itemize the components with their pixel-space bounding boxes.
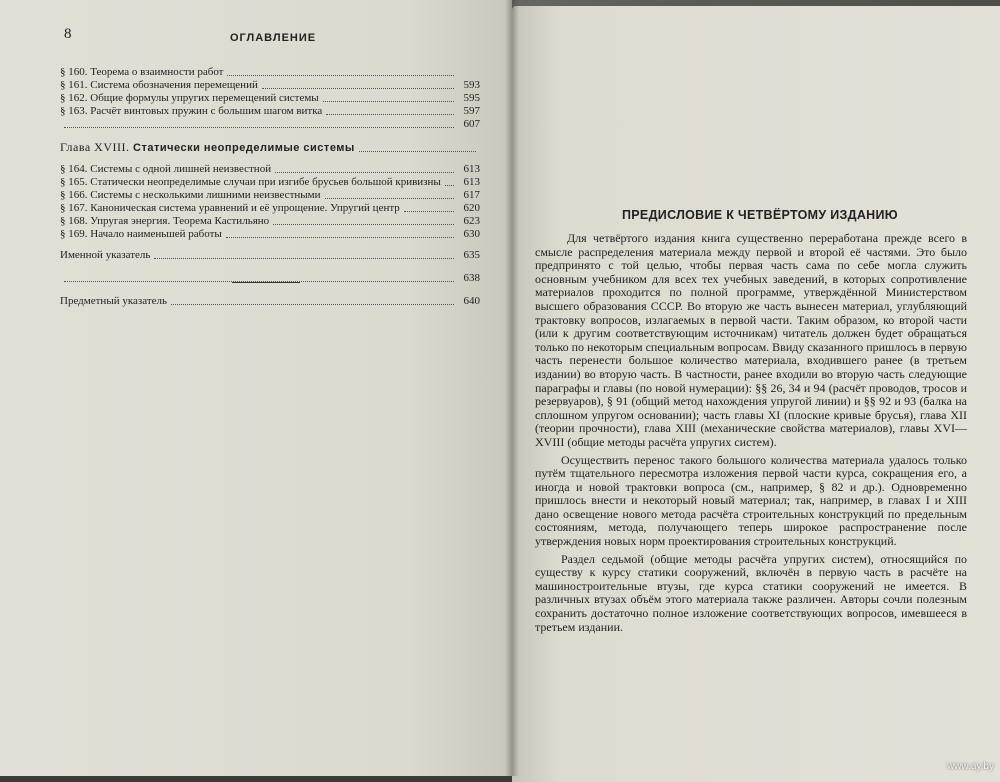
toc-entry-title: § 160. Теорема о взаимности работ bbox=[60, 66, 224, 78]
dot-leader bbox=[275, 172, 454, 173]
toc-entry bbox=[60, 118, 480, 131]
preface-paragraph: Раздел седьмой (общие методы расчёта упругих систем), относящийся по существу к курсу статики сооружений, включён в первую часть в расчёте на машиностроительные втузы, где курса статики сооружений не имеется. В различных втузах объём этого материала также различен. Авторы сочли полезным сохранить достаточно полное изложение соответствующих вопросов, имевшееся в третьем издании. bbox=[535, 551, 967, 634]
toc-entry-page: 593 bbox=[463, 79, 480, 91]
toc-entry-title: Предметный указатель bbox=[60, 295, 168, 307]
toc-entry bbox=[60, 228, 480, 241]
toc-entry-page: 613 bbox=[463, 176, 480, 188]
dot-leader bbox=[171, 304, 454, 305]
toc-entry bbox=[60, 272, 480, 285]
dot-leader bbox=[154, 258, 454, 259]
chapter-title: Статически неопределимые системы bbox=[133, 142, 355, 154]
toc-entry-page: 630 bbox=[463, 228, 480, 240]
dot-leader bbox=[226, 237, 454, 238]
toc-entry-title: § 164. Системы с одной лишней неизвестной bbox=[60, 163, 272, 175]
toc-entry-page: 607 bbox=[463, 118, 480, 130]
toc-entry-page: 620 bbox=[463, 202, 480, 214]
toc-entry-page: 638 bbox=[463, 272, 480, 284]
toc-entry-title: § 162. Общие формулы упругих перемещений системы bbox=[60, 92, 319, 104]
preface-title: ПРЕДИСЛОВИЕ К ЧЕТВЁРТОМУ ИЗДАНИЮ bbox=[622, 208, 898, 222]
dot-leader bbox=[227, 75, 454, 76]
dot-leader bbox=[359, 151, 476, 152]
toc-entry bbox=[60, 249, 480, 262]
toc-entry-page: 597 bbox=[463, 105, 480, 117]
toc-chapter bbox=[60, 141, 480, 155]
dot-leader bbox=[404, 211, 454, 212]
toc-entry-page: 595 bbox=[463, 92, 480, 104]
running-head: ОГЛАВЛЕНИЕ bbox=[230, 32, 317, 44]
preface-paragraph: Для четвёртого издания книга существенно переработана прежде всего в смысле распределения материала между первой и второй её частями. Это было предпринято с той целью, чтобы первая часть сама по себе могла служить основным учебником для всех тех учебных заведений, в которых сопротивление материалов проходится по полной программе, утверждённой Министерством высшего образования СССР. Во вторую же часть вынесен материал, углубляющий трактовку вопросов, излагаемых в первой части. Таким образом, ко второй части (или к другим соответствующим источникам) читатель должен будет обращаться только по некоторым специальным вопросам. Ввиду сказанного пришлось в первую часть перенести большое количество материала, входившего ранее (в третьем издании) во вторую часть. В частности, ранее входили во вторую часть следующие параграфы и главы (по новой нумерации): §§ 26, 34 и 94 (расчёт проводов, тросов и резервуаров), § 91 (общий метод нахождения упругой линии) и §§ 92 и 93 (балка на сплошном упругом основании); часть главы XI (плоские кривые брусья), глава XII (теории прочности), глава XIII (механические свойства материалов), главы XVI—XVIII (общие методы расчёта упругих систем). bbox=[535, 231, 968, 449]
toc-entry-page: 640 bbox=[463, 295, 480, 307]
table-of-contents bbox=[60, 66, 480, 308]
toc-entry-title: Именной указатель bbox=[60, 249, 151, 261]
preface-paragraph: Осуществить перенос такого большого количества материала удалось только путём тщательного пересмотра изложения первой части курса, сокращения его, а иногда и новой трактовки вопроса (см., например, § 82 и др.). Одновременно пришлось внести и некоторый новый материал; так, например, в главах I и XIII дано освещение нового метода расчёта строительных конструкций по предельным состояниям, метода, получающего теперь широкое распространение после утверждения новых норм проектирования строительных конструкций. bbox=[535, 452, 967, 549]
dot-leader bbox=[326, 114, 454, 115]
divider-rule bbox=[232, 282, 300, 283]
dot-leader bbox=[262, 88, 454, 89]
toc-entry bbox=[60, 189, 480, 202]
toc-entry-page: 617 bbox=[463, 189, 480, 201]
toc-entry-title: § 166. Системы с несколькими лишними неизвестными bbox=[60, 189, 321, 201]
toc-entry bbox=[60, 202, 480, 215]
toc-entry-title: § 167. Каноническая система уравнений и её упрощение. Упругий центр bbox=[60, 202, 400, 214]
toc-entry bbox=[60, 105, 480, 118]
toc-entry-title: § 163. Расчёт винтовых пружин с большим шагом витка bbox=[60, 105, 323, 117]
toc-entry bbox=[60, 163, 480, 176]
dot-leader bbox=[273, 224, 454, 225]
preface-body bbox=[535, 232, 967, 638]
toc-entry bbox=[60, 92, 480, 105]
toc-entry-title: § 169. Начало наименьшей работы bbox=[60, 228, 222, 240]
toc-group-b bbox=[60, 163, 480, 241]
page-number: 8 bbox=[64, 26, 72, 42]
book-gutter bbox=[505, 0, 519, 776]
toc-entry-title: § 165. Статически неопределимые случаи при изгибе брусьев большой кривизны bbox=[60, 176, 441, 188]
toc-entry bbox=[60, 66, 480, 79]
chapter-label: Глава XVIII. bbox=[60, 140, 130, 154]
toc-entry-page: 635 bbox=[463, 249, 480, 261]
toc-entry bbox=[60, 295, 480, 308]
dot-leader bbox=[323, 101, 454, 102]
dot-leader bbox=[325, 198, 455, 199]
dot-leader bbox=[445, 185, 454, 186]
toc-entry-page: 623 bbox=[463, 215, 480, 227]
toc-entry-page: 613 bbox=[463, 163, 480, 175]
toc-entry bbox=[60, 215, 480, 228]
toc-entry bbox=[60, 79, 480, 92]
toc-entry-title: § 161. Система обозначения перемещений bbox=[60, 79, 258, 91]
toc-entry-title: § 168. Упругая энергия. Теорема Кастильяно bbox=[60, 215, 270, 227]
watermark: www.ay.by bbox=[946, 761, 994, 772]
toc-group-a bbox=[60, 66, 480, 131]
toc-entry bbox=[60, 176, 480, 189]
dot-leader bbox=[64, 127, 454, 128]
toc-group-indexes bbox=[60, 249, 480, 308]
